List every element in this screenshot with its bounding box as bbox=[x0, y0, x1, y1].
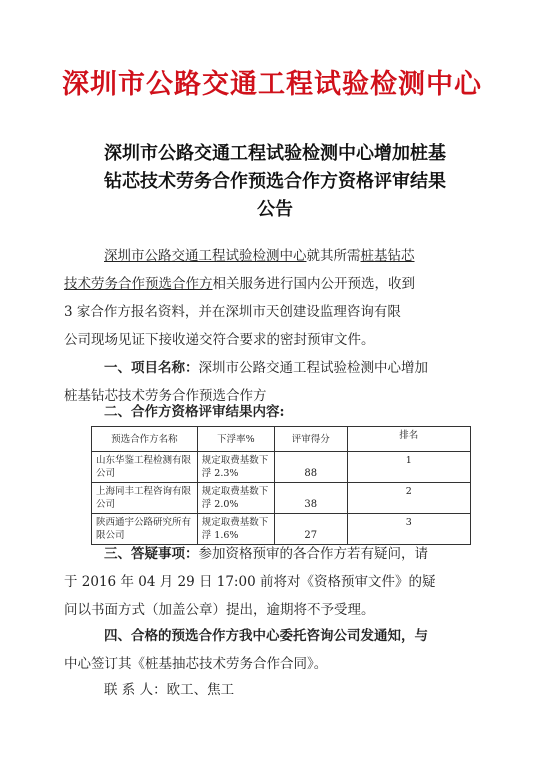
section-qa bbox=[64, 540, 494, 624]
results-table bbox=[91, 426, 471, 545]
contact-value: 欧工、焦工 bbox=[166, 682, 235, 698]
section-line: 桩基钻芯技术劳务合作预选合作方 bbox=[64, 388, 267, 404]
column-header: 排名 bbox=[347, 427, 471, 452]
org-name-underlined: 深圳市公路交通工程试验检测中心 bbox=[104, 248, 307, 264]
title-line: 公告 bbox=[257, 199, 293, 220]
cell-rank: 2 bbox=[347, 483, 471, 514]
announcement-title bbox=[60, 140, 490, 224]
cell-rank: 3 bbox=[347, 514, 471, 545]
table-header-row bbox=[92, 427, 471, 452]
cell-name: 上海同丰工程咨询有限公司 bbox=[92, 483, 198, 514]
cell-rate: 规定取费基数下浮 2.3% bbox=[197, 452, 274, 483]
section-notice bbox=[64, 622, 494, 678]
section-heading: 二、合作方资格评审结果内容: bbox=[104, 404, 285, 420]
section-line bbox=[64, 354, 494, 382]
section-line: 中心签订其《桩基抽芯技术劳务合作合同》。 bbox=[64, 656, 328, 672]
title-line: 深圳市公路交通工程试验检测中心增加桩基 bbox=[104, 143, 446, 164]
section-line bbox=[64, 622, 494, 650]
title-line: 钻芯技术劳务合作预选合作方资格评审结果 bbox=[104, 171, 446, 192]
section-line: 问以书面方式（加盖公章）提出，逾期将不予受理。 bbox=[64, 602, 375, 618]
table-row bbox=[92, 452, 471, 483]
cell-name: 山东华鉴工程检测有限公司 bbox=[92, 452, 198, 483]
intro-line bbox=[64, 242, 494, 270]
section-text: 深圳市公路交通工程试验检测中心增加 bbox=[198, 360, 428, 376]
intro-text: 相关服务进行国内公开预选，收到 bbox=[212, 276, 415, 292]
section-line: 于 2016 年 04 月 29 日 17:00 前将对《资格预审文件》的疑 bbox=[64, 574, 436, 590]
intro-text: 就其所需 bbox=[306, 248, 361, 264]
project-name-underlined: 桩基钻芯 bbox=[360, 248, 415, 264]
section-text: 参加资格预审的各合作方若有疑问，请 bbox=[198, 546, 428, 562]
section-heading: 一、项目名称： bbox=[104, 360, 199, 376]
contact-row bbox=[64, 676, 494, 704]
section-heading: 三、答疑事项： bbox=[104, 546, 199, 562]
section-heading-inline: 四、合格的预选合作方我中心委托咨询公司发通知，与 bbox=[104, 628, 428, 644]
cell-score: 27 bbox=[275, 514, 347, 545]
column-header: 下浮率% bbox=[197, 427, 274, 452]
cell-rate: 规定取费基数下浮 1.6% bbox=[197, 514, 274, 545]
section-line bbox=[64, 540, 494, 568]
intro-line bbox=[64, 270, 494, 298]
column-header: 评审得分 bbox=[275, 427, 347, 452]
column-header: 预选合作方名称 bbox=[92, 427, 198, 452]
cell-rate: 规定取费基数下浮 2.0% bbox=[197, 483, 274, 514]
contact-label: 联 系 人： bbox=[104, 682, 167, 698]
intro-paragraph bbox=[64, 242, 494, 354]
cell-score: 88 bbox=[275, 452, 347, 483]
section-results bbox=[64, 398, 494, 426]
cell-name: 陕西通宇公路研究所有限公司 bbox=[92, 514, 198, 545]
cell-score: 38 bbox=[275, 483, 347, 514]
contact-line bbox=[64, 676, 494, 704]
cell-rank: 1 bbox=[347, 452, 471, 483]
intro-line: 公司现场见证下接收递交符合要求的密封预审文件。 bbox=[64, 332, 375, 348]
table-row bbox=[92, 483, 471, 514]
intro-line: 3 家合作方报名资料，并在深圳市天创建设监理咨询有限 bbox=[64, 304, 401, 320]
project-name-underlined: 技术劳务合作预选合作方 bbox=[64, 276, 213, 292]
org-banner: 深圳市公路交通工程试验检测中心 bbox=[62, 69, 482, 100]
